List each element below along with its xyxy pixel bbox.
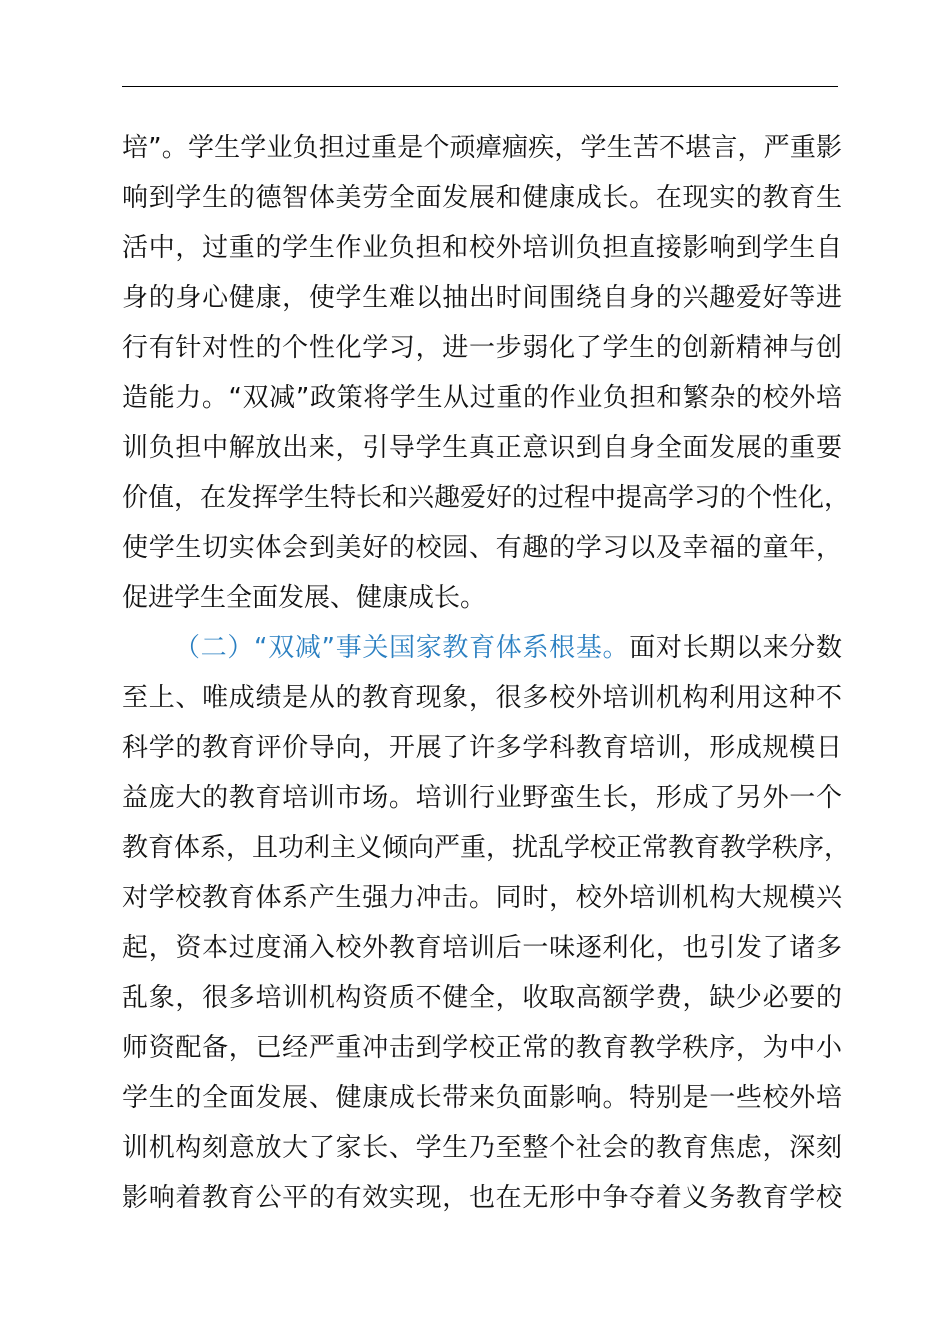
paragraph-2-line-10: 学生的全面发展、健康成长带来负面影响。特别是一些校外培 bbox=[122, 1083, 842, 1113]
paragraph-1-line-5: 行有针对性的个性化学习，进一步弱化了学生的创新精神与创 bbox=[122, 333, 842, 363]
paragraph-1-line-2: 响到学生的德智体美劳全面发展和健康成长。在现实的教育生 bbox=[122, 183, 842, 213]
paragraph-2-line-2: 至上、唯成绩是从的教育现象，很多校外培训机构利用这种不 bbox=[122, 683, 842, 713]
header-rule bbox=[122, 86, 838, 87]
paragraph-1-line-9: 使学生切实体会到美好的校园、有趣的学习以及幸福的童年， bbox=[122, 533, 842, 563]
paragraph-2-line-12: 影响着教育公平的有效实现，也在无形中争夺着义务教育学校 bbox=[122, 1183, 842, 1213]
paragraph-2-line-5: 教育体系，且功利主义倾向严重，扰乱学校正常教育教学秩序， bbox=[122, 833, 851, 863]
paragraph-2-line-8: 乱象，很多培训机构资质不健全，收取高额学费，缺少必要的 bbox=[122, 983, 842, 1013]
paragraph-2-first-line-text: 面对长期以来分数 bbox=[629, 633, 842, 663]
paragraph-1-line-8: 价值，在发挥学生特长和兴趣爱好的过程中提高学习的个性化， bbox=[122, 483, 851, 513]
paragraph-1-line-7: 训负担中解放出来，引导学生真正意识到自身全面发展的重要 bbox=[122, 433, 842, 463]
paragraph-1-line-3: 活中，过重的学生作业负担和校外培训负担直接影响到学生自 bbox=[122, 233, 842, 263]
paragraph-2-line-4: 益庞大的教育培训市场。培训行业野蛮生长，形成了另外一个 bbox=[122, 783, 842, 813]
paragraph-2-line-11: 训机构刻意放大了家长、学生乃至整个社会的教育焦虑，深刻 bbox=[122, 1133, 842, 1163]
paragraph-2-line-9: 师资配备，已经严重冲击到学校正常的教育教学秩序，为中小 bbox=[122, 1033, 842, 1063]
section-heading: （二）“双减”事关国家教育体系根基。 bbox=[174, 633, 630, 663]
paragraph-1-line-6: 造能力。“双减”政策将学生从过重的作业负担和繁杂的校外培 bbox=[122, 383, 842, 413]
paragraph-1-line-10: 促进学生全面发展、健康成长。 bbox=[122, 583, 487, 613]
paragraph-2-line-7: 起，资本过度涌入校外教育培训后一味逐利化，也引发了诸多 bbox=[122, 933, 842, 963]
paragraph-2-line-6: 对学校教育体系产生强力冲击。同时，校外培训机构大规模兴 bbox=[122, 883, 842, 913]
paragraph-2-first-line bbox=[174, 631, 842, 665]
paragraph-2-line-3: 科学的教育评价导向，开展了许多学科教育培训，形成规模日 bbox=[122, 733, 842, 763]
paragraph-1-line-4: 身的身心健康，使学生难以抽出时间围绕自身的兴趣爱好等进 bbox=[122, 283, 842, 313]
paragraph-1-line-1: 培”。学生学业负担过重是个顽瘴痼疾，学生苦不堪言，严重影 bbox=[122, 133, 842, 163]
